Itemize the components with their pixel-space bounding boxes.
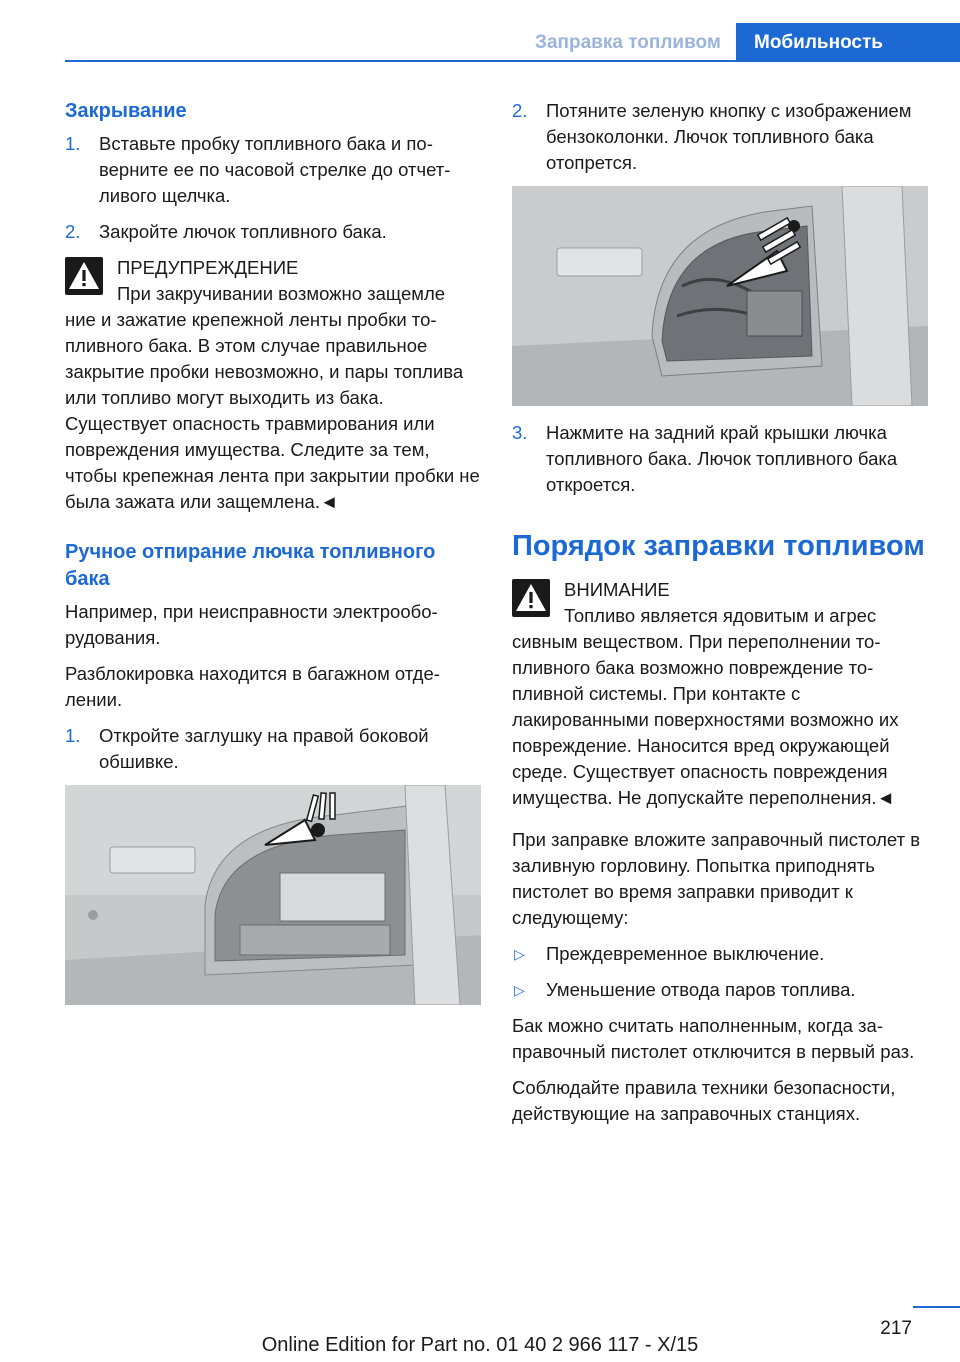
refuel-paragraph-1: При заправке вложите заправочный пистолет в заливную горловину. Попытка приподнять пистолет во время заправки приводит к следующему:	[512, 829, 921, 928]
attention-block	[512, 577, 928, 811]
manual-release-heading: Ручное отпирание лючка топливного бака	[65, 541, 436, 590]
header-section-tab: Заправка топливом	[535, 32, 721, 53]
header-chapter-tab: Мобильность	[736, 23, 960, 62]
attention-text-first: Топливо является ядовитым и агрес	[564, 605, 877, 626]
warning-title: ПРЕДУПРЕЖДЕНИЕ	[117, 257, 299, 278]
release-step-3	[512, 420, 928, 498]
closing-step-1	[65, 131, 481, 209]
bullet-item	[512, 977, 928, 1003]
footer-rule	[913, 1306, 960, 1308]
attention-title: ВНИМАНИЕ	[564, 579, 670, 600]
step-text: Откройте заглушку на правой боковой обшивке.	[99, 725, 429, 772]
warning-triangle-icon	[65, 257, 103, 295]
bullet-item	[512, 941, 928, 967]
step-text: Нажмите на задний край крышки лючка топливного бака. Лючок топливного бака откроется.	[546, 422, 898, 495]
closing-heading: Закрывание	[65, 100, 187, 122]
attention-text: сивным веществом. При переполнении топливного бака возможно повреждение топливной системы. При контакте с лакированными поверхностями возможно их повреждение. Наносится вред окружающей среде. Существует опасность повреждения имущества. Не допускайте переполнения.◄	[512, 631, 899, 808]
warning-text: ние и зажатие крепежной ленты пробки топливного бака. В этом случае правильное закрытие пробки невозможно, и пары топлива или топливо могут выходить из бака. Существует опасность травмирования или повреждения имущества. Следите за тем, чтобы крепежная лента при закрытии пробки не была зажата или защемлена.◄	[65, 309, 480, 512]
trunk-side-panel-photo	[65, 785, 481, 1005]
page-number: 217	[880, 1318, 912, 1339]
bullet-text: Уменьшение отвода паров топлива.	[546, 979, 856, 1000]
step-number: 2.	[65, 221, 81, 242]
release-step-2	[512, 98, 928, 176]
warning-triangle-icon	[512, 579, 550, 617]
closing-step-2	[65, 219, 481, 245]
right-column	[512, 98, 928, 1137]
manual-step-1	[65, 723, 481, 775]
release-button-photo	[512, 186, 928, 406]
refuel-paragraph-2: Бак можно считать наполненным, когда заправочный пистолет отключится в первый раз.	[512, 1015, 915, 1062]
bullet-triangle-icon: ▷	[514, 946, 525, 962]
step-number: 1.	[65, 725, 81, 746]
warning-text-first: При закручивании возможно защемле	[117, 283, 446, 304]
manual-release-paragraph-1: Например, при неисправности электрооборудования.	[65, 601, 438, 648]
bullet-triangle-icon: ▷	[514, 982, 525, 998]
footer-edition: Online Edition for Part no. 01 40 2 966 117 - X/15	[261, 1334, 699, 1356]
step-number: 3.	[512, 422, 528, 443]
manual-release-paragraph-2: Разблокировка находится в багажном отделении.	[65, 663, 440, 710]
step-number: 1.	[65, 133, 81, 154]
bullet-text: Преждевременное выключение.	[546, 943, 825, 964]
step-text: Потяните зеленую кнопку с изображением бензоколонки. Лючок топливного бака отопрется.	[546, 100, 912, 173]
header-rule	[65, 60, 960, 62]
step-text: Вставьте пробку топливного бака и поверните ее по часовой стрелке до отчетливого щелчка.	[99, 133, 451, 206]
step-text: Закройте лючок топливного бака.	[99, 221, 387, 242]
refuel-paragraph-3: Соблюдайте правила техники безопасности, действующие на заправочных станциях.	[512, 1077, 896, 1124]
step-number: 2.	[512, 100, 528, 121]
warning-block	[65, 255, 481, 515]
refuel-heading: Порядок заправки топливом	[512, 530, 925, 562]
left-column	[65, 98, 481, 1019]
